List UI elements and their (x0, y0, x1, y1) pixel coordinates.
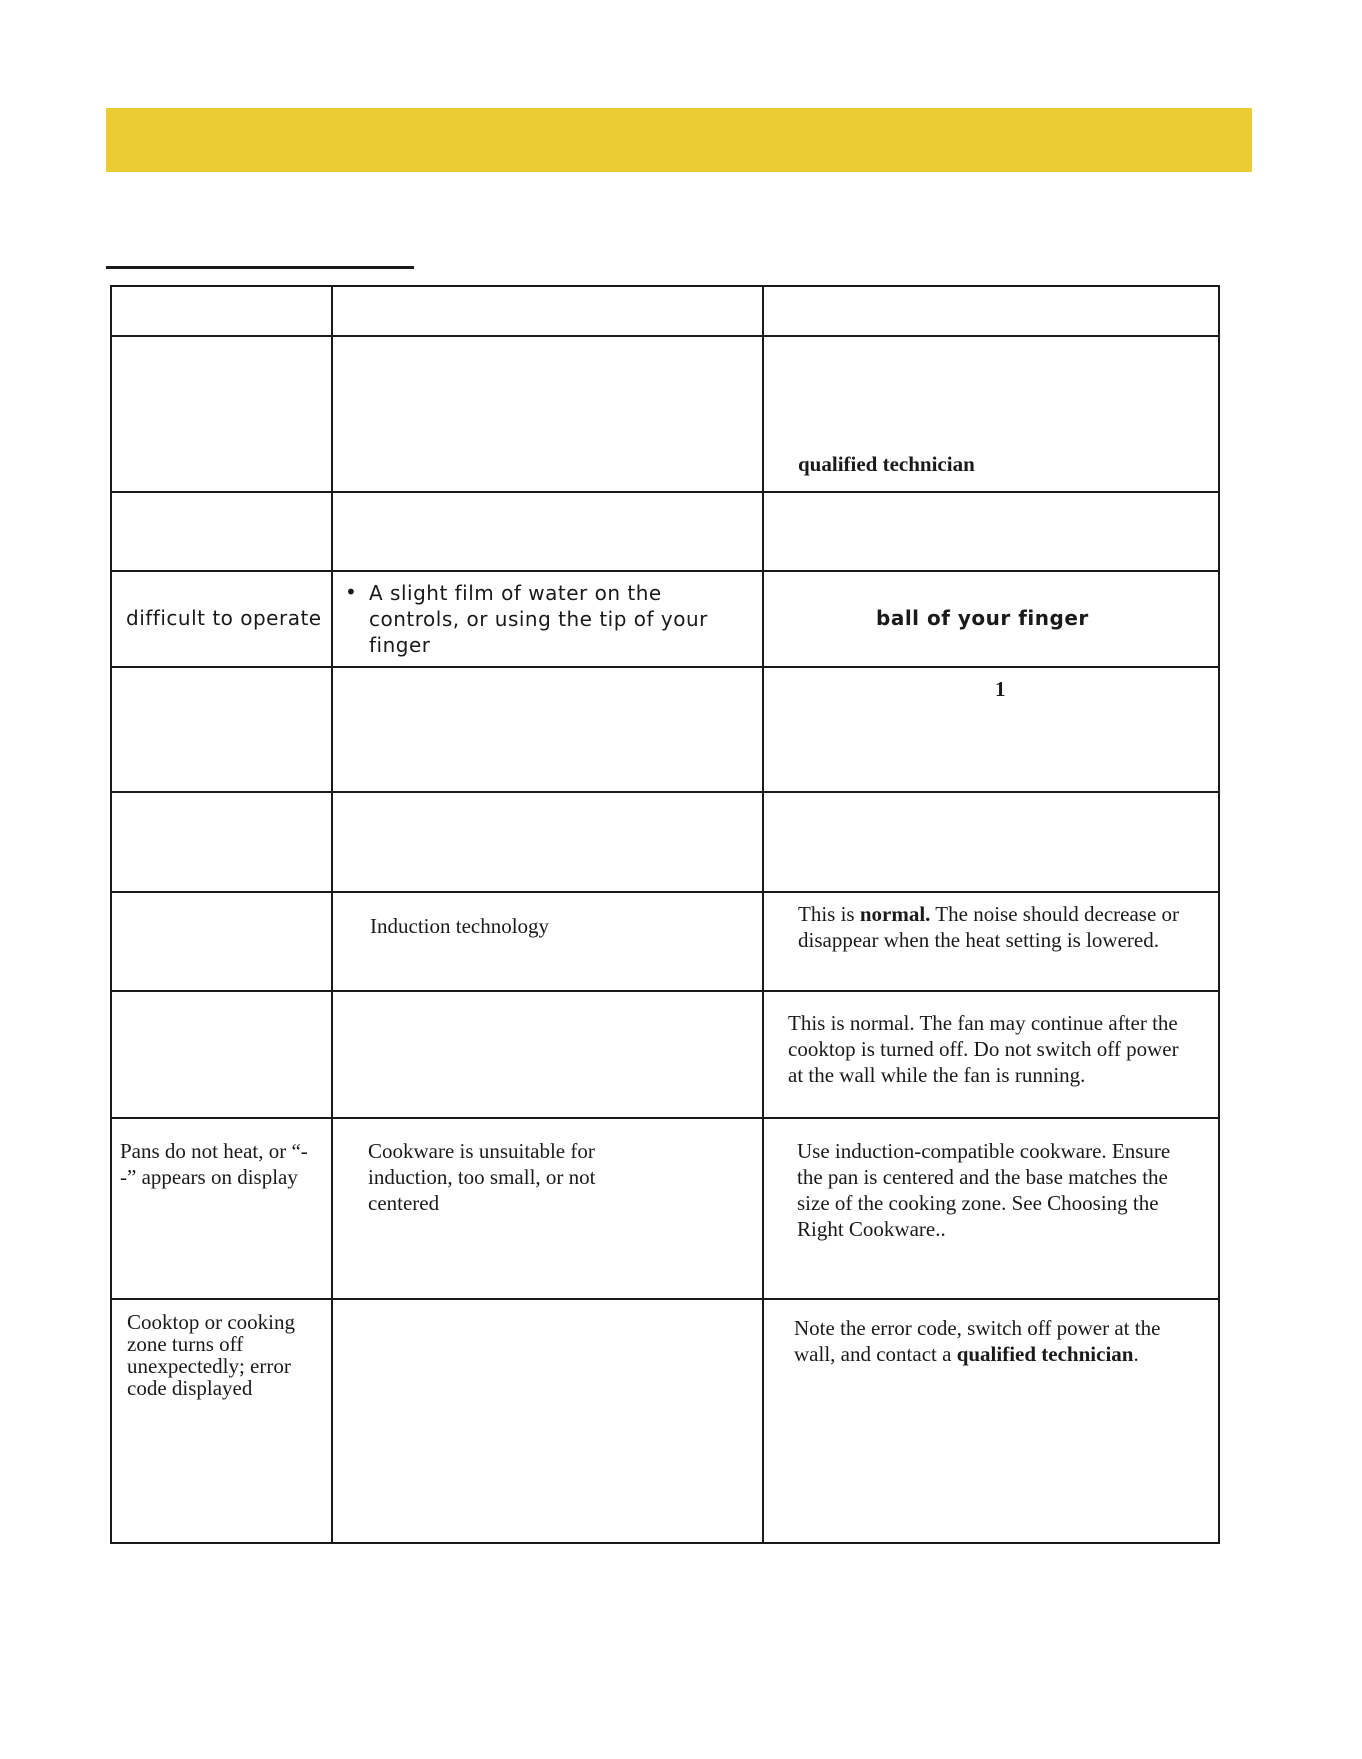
section-heading-underline (106, 266, 414, 269)
solution-text: This is normal. The fan may continue after the cooktop is turned off. Do not switch off power at the wall while the fan is running. (788, 1011, 1179, 1087)
table-row (111, 667, 1219, 792)
solution-text: This is normal. The noise should decrease or disappear when the heat setting is lowered. (798, 902, 1180, 952)
cause-cell (332, 1118, 763, 1299)
cause-text: Induction technology (370, 914, 550, 938)
cause-text: A slight film of water on the controls, or using the tip of your finger (369, 581, 708, 657)
solution-cell (763, 336, 1219, 492)
cause-cell (332, 571, 763, 667)
problem-cell (111, 336, 332, 492)
solution-text: 1 (995, 677, 1006, 701)
cause-cell (332, 336, 763, 492)
problem-cell (111, 1299, 332, 1543)
problem-cell (111, 492, 332, 571)
header-cell-problem (111, 286, 332, 336)
table-row (111, 892, 1219, 991)
problem-text: difficult to operate (126, 606, 322, 630)
table-row (111, 336, 1219, 492)
problem-text: Cooktop or cooking zone turns off unexpectedly; error code displayed (127, 1310, 295, 1400)
cause-cell (332, 892, 763, 991)
header-cell-cause (332, 286, 763, 336)
cause-cell (332, 792, 763, 892)
problem-cell (111, 792, 332, 892)
table-row (111, 792, 1219, 892)
problem-cell (111, 667, 332, 792)
solution-cell (763, 492, 1219, 571)
troubleshooting-table (110, 285, 1220, 1544)
solution-cell (763, 571, 1219, 667)
solution-text: qualified technician (798, 452, 975, 476)
cause-cell (332, 492, 763, 571)
table-row (111, 571, 1219, 667)
table-header-row (111, 286, 1219, 336)
solution-text: ball of your finger (876, 606, 1089, 630)
problem-cell (111, 1118, 332, 1299)
cause-cell (332, 991, 763, 1118)
solution-cell (763, 1118, 1219, 1299)
table-row (111, 1118, 1219, 1299)
table-row (111, 991, 1219, 1118)
problem-text: Pans do not heat, or “--” appears on display (120, 1139, 308, 1189)
problem-cell (111, 991, 332, 1118)
cause-cell (332, 667, 763, 792)
problem-cell (111, 571, 332, 667)
solution-cell (763, 1299, 1219, 1543)
section-header-banner (106, 108, 1252, 172)
solution-cell (763, 892, 1219, 991)
solution-cell (763, 667, 1219, 792)
table-row (111, 492, 1219, 571)
solution-text: Note the error code, switch off power at the wall, and contact a qualified technician. (794, 1316, 1161, 1366)
solution-text: Use induction-compatible cookware. Ensure the pan is centered and the base matches the size of the cooking zone. See Choosing the Right Cookware.. (797, 1139, 1171, 1241)
solution-cell (763, 792, 1219, 892)
header-cell-solution (763, 286, 1219, 336)
table-row (111, 1299, 1219, 1543)
cause-cell (332, 1299, 763, 1543)
cause-text: Cookware is unsuitable for induction, too small, or not centered (368, 1139, 596, 1215)
problem-cell (111, 892, 332, 991)
bullet-icon: • (345, 580, 358, 604)
solution-cell (763, 991, 1219, 1118)
